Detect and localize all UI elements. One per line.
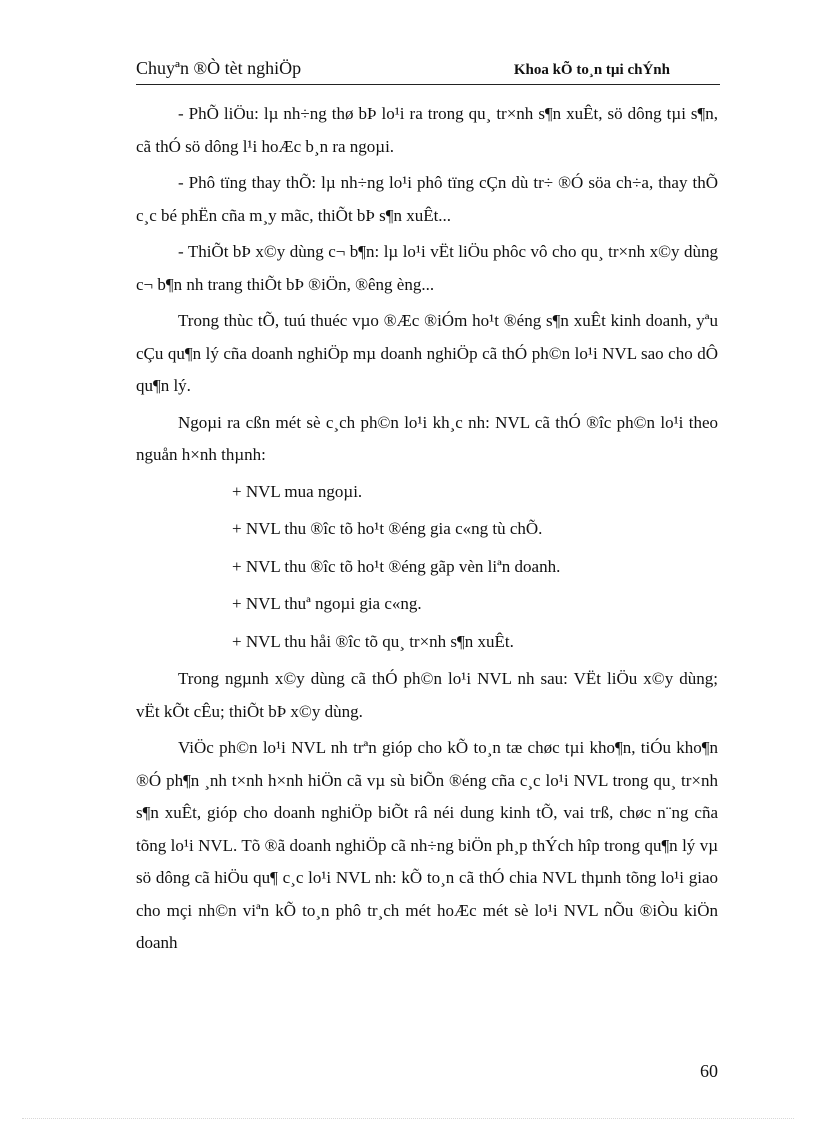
paragraph: - ThiÕt bÞ x©y dùng c¬ b¶n: lµ lo¹i vËt liÖu phôc vô cho qu¸ tr×nh x©y dùng c¬ b¶n nh trang thiÕt bÞ ®iÖn, ®êng èng... bbox=[136, 242, 718, 294]
body-text bbox=[136, 98, 718, 964]
list-item: + NVL thuª ngoµi gia c«ng. bbox=[232, 594, 422, 613]
paragraph: - PhÕ liÖu: lµ nh÷ng thø bÞ lo¹i ra trong qu¸ tr×nh s¶n xuÊt, sö dông tµi s¶n, cã thÓ sö dông l¹i hoÆc b¸n ra ngoµi. bbox=[136, 104, 718, 156]
paragraph: Trong ngµnh x©y dùng cã thÓ ph©n lo¹i NVL nh sau: VËt liÖu x©y dùng; vËt kÕt cÊu; thiÕt bÞ x©y dùng. bbox=[136, 669, 718, 721]
page-number: 60 bbox=[700, 1061, 718, 1081]
paragraph: Ngoµi ra cßn mét sè c¸ch ph©n lo¹i kh¸c nh: NVL cã thÓ ®îc ph©n lo¹i theo nguån h×nh thµnh: bbox=[136, 412, 718, 464]
faculty-name: Khoa kÕ to¸n tµi chÝnh bbox=[513, 62, 670, 78]
paragraph: Trong thùc tÕ, tuú thuéc vµo ®Æc ®iÓm ho¹t ®éng s¶n xuÊt kinh doanh, yªu cÇu qu¶n lý cña doanh nghiÖp mµ doanh nghiÖp cã thÓ ph©n lo¹i NVL sao cho dÔ qu¶n lý. bbox=[136, 311, 718, 395]
page-header bbox=[136, 58, 720, 85]
paragraph: ViÖc ph©n lo¹i NVL nh trªn gióp cho kÕ to¸n tæ chøc tµi kho¶n, tiÓu kho¶n ®Ó ph¶n ¸nh t×nh h×nh hiÖn cã vµ sù biÕn ®éng cña c¸c lo¹i NVL trong qu¸ tr×nh s¶n xuÊt, gióp cho doanh nghiÖp biÕt râ néi dung kinh tÕ, vai trß, chøc n¨ng cña tõng lo¹i NVL. Tõ ®ã doanh nghiÖp cã nh÷ng biÖn ph¸p thÝch hîp trong qu¶n lý vµ sö dông cã hiÖu qu¶ c¸c lo¹i NVL nh: kÕ to¸n cã thÓ chia NVL thµnh tõng lo¹i giao cho mçi nh©n viªn kÕ to¸n phô tr¸ch mét hoÆc mét sè lo¹i NVL nÕu ®iÒu kiÖn doanh bbox=[136, 738, 718, 952]
list-item: + NVL thu ®îc tõ ho¹t ®éng gãp vèn liªn doanh. bbox=[232, 556, 561, 576]
footer-divider bbox=[22, 1118, 794, 1119]
paragraph: - Phô tïng thay thÕ: lµ nh÷ng lo¹i phô tïng cÇn dù tr÷ ®Ó söa ch÷a, thay thÕ c¸c bé phËn cña m¸y mãc, thiÕt bÞ s¶n xuÊt... bbox=[136, 173, 718, 225]
thesis-title: Chuyªn ®Ò tèt nghiÖp bbox=[136, 58, 302, 78]
list-item: + NVL thu håi ®îc tõ qu¸ tr×nh s¶n xuÊt. bbox=[232, 631, 514, 651]
list-item: + NVL thu ®îc tõ ho¹t ®éng gia c«ng tù chÕ. bbox=[232, 519, 543, 538]
list-item: + NVL mua ngoµi. bbox=[232, 481, 363, 501]
